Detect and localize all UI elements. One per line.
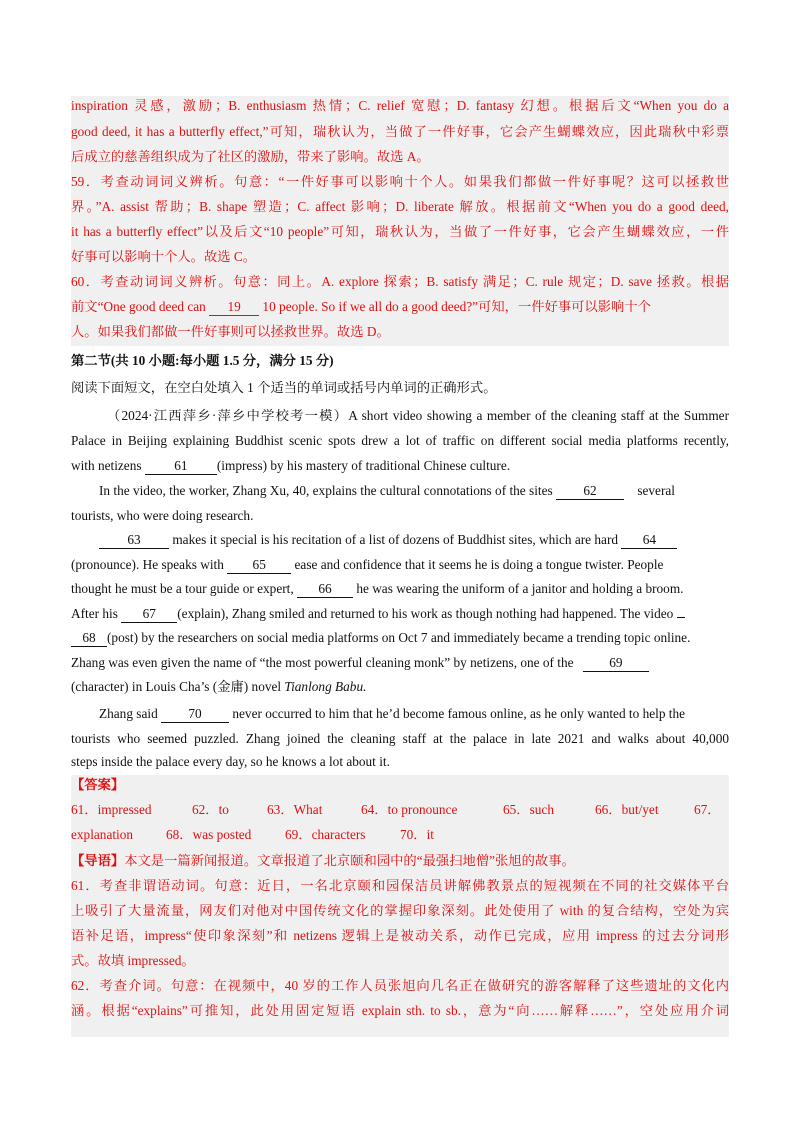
answer-item: 66．but/yet bbox=[595, 802, 659, 817]
novel-title: Tianlong Babu. bbox=[284, 679, 367, 694]
explanation-line: 上吸引了大量流量，网友们对他对中国传统文化的掌握印象深刻。此处使用了 with 的复合结构，空处为宾 bbox=[71, 903, 729, 918]
answer-item: 61．impressed bbox=[71, 802, 152, 817]
answer-item: 69．characters bbox=[285, 827, 366, 842]
explanation-text: 前文“One good deed can bbox=[71, 299, 210, 314]
passage-text: with netizens bbox=[71, 458, 145, 473]
guide-line bbox=[71, 851, 729, 871]
explanation-line: inspiration 灵感，激励；B. enthusiasm 热情；C. relief 宽慰；D. fantasy 幻想。根据后文“When you do a bbox=[71, 98, 729, 113]
passage-line bbox=[71, 653, 729, 673]
answer-item: explanation bbox=[71, 827, 134, 842]
blank-64[interactable]: 64 bbox=[621, 532, 677, 549]
passage-line: steps inside the palace every day, so he knows a lot about it. bbox=[71, 754, 390, 769]
blank-67[interactable]: 67 bbox=[121, 606, 177, 623]
explanation-text: 10 people. So if we all do a good deed?”可知，一件好事可以影响十个 bbox=[259, 299, 651, 314]
passage-line bbox=[71, 604, 729, 624]
answer-line bbox=[71, 800, 729, 820]
blank-68[interactable]: 68 bbox=[71, 630, 107, 647]
passage-text: Zhang was even given the name of “the most powerful cleaning monk” by netizens, one of the bbox=[71, 655, 577, 670]
passage bbox=[71, 406, 729, 772]
blank-19: 19 bbox=[209, 299, 259, 316]
passage-text: several bbox=[634, 483, 675, 498]
passage-line bbox=[71, 628, 729, 648]
passage-text: never occurred to him that he’d become famous online, as he only wanted to help the bbox=[229, 706, 686, 721]
passage-text: (impress) by his mastery of traditional Chinese culture. bbox=[216, 458, 511, 473]
answer-item: 64．to pronounce bbox=[361, 802, 458, 817]
blank-68-start bbox=[677, 617, 685, 618]
passage-text: In the video, the worker, Zhang Xu, 40, explains the cultural connotations of the sites bbox=[99, 483, 556, 498]
explanation-line: 人。如果我们都做一件好事则可以拯救世界。故选 D。 bbox=[71, 324, 390, 339]
blank-63[interactable]: 63 bbox=[99, 532, 169, 549]
blank-65[interactable]: 65 bbox=[227, 557, 291, 574]
passage-line bbox=[71, 555, 729, 575]
guide-text: 本文是一篇新闻报道。文章报道了北京颐和园中的“最强扫地僧”张旭的故事。 bbox=[124, 853, 575, 868]
section-header bbox=[71, 350, 729, 400]
passage-line bbox=[99, 481, 729, 501]
passage-text: makes it special is his recitation of a list of dozens of Buddhist sites, which are hard bbox=[169, 532, 622, 547]
blank-70[interactable]: 70 bbox=[161, 706, 229, 723]
passage-line: tourists who seemed puzzled. Zhang joined the cleaning staff at the palace in late 2021 and walks about 40,000 bbox=[71, 731, 729, 746]
passage-text: (post) by the researchers on social media platforms on Oct 7 and immediately became a trending topic online. bbox=[107, 630, 691, 645]
passage-line: （2024·江西萍乡·萍乡中学校考一模）A short video showing a member of the cleaning staff at the Summer bbox=[107, 408, 729, 423]
explanation-line: good deed, it has a butterfly effect,”可知，瑞秋认为，当做了一件好事，它会产生蝴蝶效应，因此瑞秋中彩票 bbox=[71, 124, 729, 139]
answer-item: 62．to bbox=[192, 802, 229, 817]
passage-line bbox=[99, 530, 729, 550]
answer-item: 68．was posted bbox=[166, 827, 252, 842]
passage-text: (pronounce). He speaks with bbox=[71, 557, 228, 572]
explanation-line: 62．考查介词。句意：在视频中，40 岁的工作人员张旭向几名正在做研究的游客解释了这些遗址的文化内 bbox=[71, 978, 729, 993]
section-heading: 第二节(共 10 小题:每小题 1.5 分，满分 15 分) bbox=[71, 353, 334, 368]
explanation-line: 式。故填 impressed。 bbox=[71, 953, 195, 968]
section-instruction: 阅读下面短文，在空白处填入 1 个适当的单词或括号内单词的正确形式。 bbox=[71, 380, 497, 395]
passage-text: Zhang said bbox=[99, 706, 162, 721]
passage-line: tourists, who were doing research. bbox=[71, 508, 254, 523]
explanation-line: it has a butterfly effect”以及后文“10 people”可知，瑞秋认为，当做了一件好事，它会产生蝴蝶效应，一件 bbox=[71, 224, 729, 239]
answer-item: 70．it bbox=[400, 827, 434, 842]
passage-text: (character) in Louis Cha’s (金庸) novel bbox=[71, 679, 285, 694]
passage-text: thought he must be a tour guide or expert, bbox=[71, 581, 297, 596]
explanation-line: 好事可以影响十个人。故选 C。 bbox=[71, 249, 257, 264]
blank-66[interactable]: 66 bbox=[297, 581, 353, 598]
passage-text: After his bbox=[71, 606, 122, 621]
explanation-line bbox=[71, 297, 729, 317]
blank-69[interactable]: 69 bbox=[583, 655, 649, 672]
explanation-line: 语补足语，impress“使印象深刻”和 netizens 逻辑上是被动关系，动作已完成，应用 impress 的过去分词形 bbox=[71, 928, 729, 943]
blank-62[interactable]: 62 bbox=[556, 483, 624, 500]
explanation-line: 61．考查非谓语动词。句意：近日，一名北京颐和园保洁员讲解佛教景点的短视频在不同的社交媒体平台 bbox=[71, 878, 729, 893]
passage-line: Palace in Beijing explaining Buddhist scenic spots drew a lot of traffic on different social media platforms recently, bbox=[71, 433, 729, 448]
answer-label: 【答案】 bbox=[71, 777, 125, 792]
passage-line bbox=[71, 579, 729, 599]
passage-text: (explain), Zhang smiled and returned to his work as though nothing had happened. The video bbox=[177, 606, 677, 621]
answer-item: 65．such bbox=[503, 802, 554, 817]
answer-item: 67． bbox=[694, 802, 721, 817]
explanation-line: 59．考查动词词义辨析。句意：“一件好事可以影响十个人。如果我们都做一件好事呢？这可以拯救世 bbox=[71, 174, 729, 189]
explanation-line: 涵。根据“explains”可推知，此处用固定短语 explain sth. to sb.，意为“向……解释……”，空处应用介词 bbox=[71, 1003, 729, 1018]
passage-line bbox=[71, 677, 729, 697]
blank-61[interactable]: 61 bbox=[145, 458, 217, 475]
explanation-line: 60．考查动词词义辨析。句意：同上。A. explore 探索；B. satisfy 满足；C. rule 规定；D. save 拯救。根据 bbox=[71, 274, 729, 289]
passage-text: he was wearing the uniform of a janitor and holding a broom. bbox=[353, 581, 684, 596]
answer-block bbox=[71, 775, 729, 1037]
passage-line bbox=[71, 456, 729, 476]
explanation-line: 界。”A. assist 帮助；B. shape 塑造；C. affect 影响；D. liberate 解放。根据前文“When you do a good deed, bbox=[71, 199, 729, 214]
guide-label: 【导语】 bbox=[71, 853, 125, 868]
explanation-top-block bbox=[71, 96, 729, 346]
passage-line bbox=[99, 704, 729, 724]
answer-line bbox=[71, 825, 729, 845]
explanation-line: 后成立的慈善组织成为了社区的激励，带来了影响。故选 A。 bbox=[71, 149, 430, 164]
passage-text: ease and confidence that it seems he is doing a tongue twister. People bbox=[291, 557, 664, 572]
answer-item: 63．What bbox=[267, 802, 323, 817]
